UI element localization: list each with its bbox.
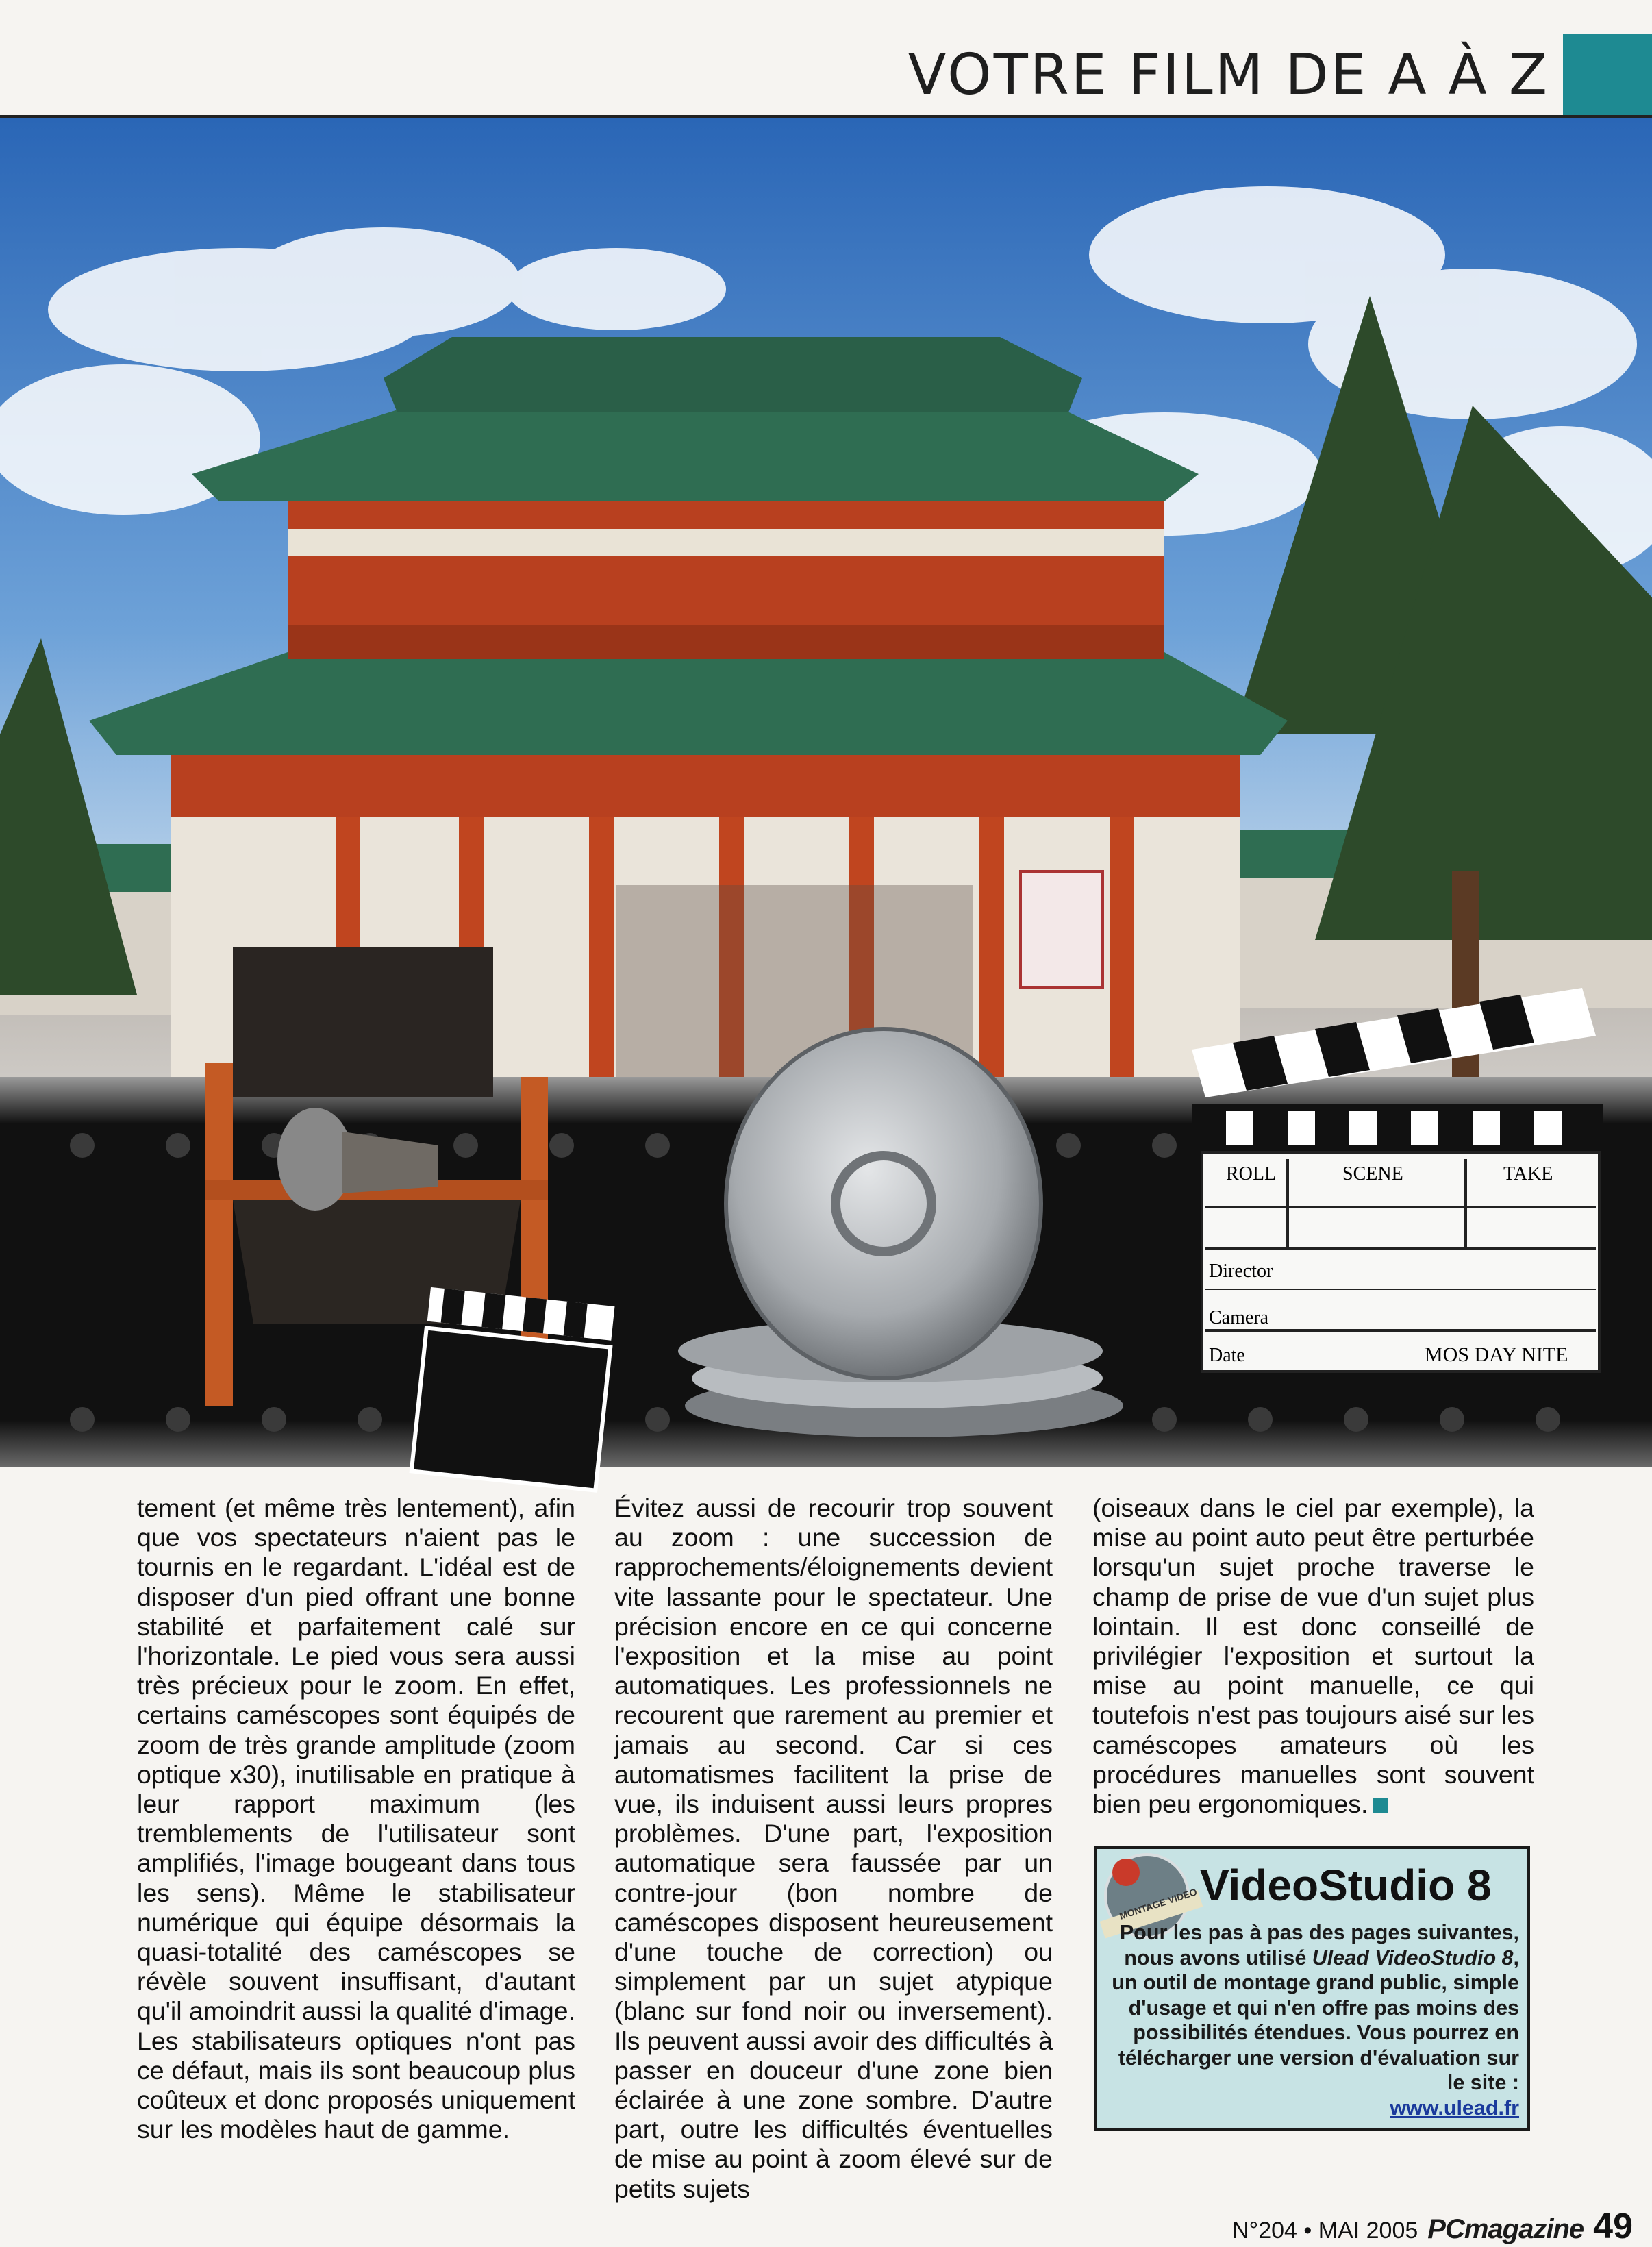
clapper-roll-label: ROLL (1226, 1163, 1277, 1184)
column-3-text: (oiseaux dans le ciel par exemple), la mise au point auto peut être perturbée lorsqu'un sujet proche traverse le champ de prise de vue d'un sujet plus lointain. Il est donc conseillé de privilégier l'exposition et surtout la mise au point manuelle, ce qui toutefois n'est pas toujours aisé sur les caméscopes amateurs où les procédures manuelles sont souvent bien peu ergonomiques. (1092, 1493, 1535, 1819)
small-clapper (412, 1287, 615, 1491)
box-text (1111, 1920, 1519, 2120)
videostudio-sidebar-box (1094, 1846, 1530, 2131)
ulead-link[interactable]: www.ulead.fr (1390, 2096, 1519, 2120)
end-of-article-square (1373, 1798, 1388, 1813)
article-column-1 (137, 1493, 575, 2144)
article-column-3 (1092, 1493, 1534, 1819)
column-3-paragraph (1092, 1493, 1534, 1819)
hero-photo (0, 118, 1652, 1467)
article-column-2 (614, 1493, 1053, 2204)
clapper-director-label: Director (1209, 1261, 1273, 1282)
pc-magazine-logo (1427, 2206, 1584, 2247)
logo-red-dot (1112, 1859, 1140, 1886)
logo-text: MONTAGE VIDEO (1118, 1886, 1199, 1922)
brand-pc: PC (1427, 2214, 1464, 2244)
clapper-camera-label: Camera (1209, 1307, 1269, 1328)
clapper-mos-label: MOS DAY NITE (1425, 1343, 1568, 1366)
clapper-scene-label: SCENE (1342, 1163, 1403, 1184)
clapper-take-label: TAKE (1503, 1163, 1553, 1184)
column-2-text: Évitez aussi de recourir trop souvent au zoom : une succession de rapprochements/éloignements devient vite lassante pour le spectateur. Une précision encore en ce qui concerne l'exposition et la mise au point automatiques. Les professionnels ne recourent que rarement au premier et jamais au second. Car si ces automatismes facilitent la prise de vue, ils induisent aussi leurs propres problèmes. D'une part, l'exposition automatique sera faussée par un contre-jour (bon nombre de caméscopes disposent heureusement d'une touche de correction) ou simplement par un sujet atypique (blanc sur fond noir ou inversement). Ils peuvent aussi avoir des difficultés à passer en douceur d'une zone bien éclairée à une zone sombre. D'autre part, outre les difficultés éventuelles de mise au point à zoom élevé sur de petits sujets (614, 1493, 1053, 2203)
section-title: VOTRE FILM DE A À Z (908, 42, 1549, 108)
box-text-intro: Pour les pas à pas des pages suivantes, nous avons utilisé (1119, 1921, 1519, 1970)
box-product-name: Ulead VideoStudio 8 (1312, 1946, 1514, 1970)
temple-illustration (0, 118, 1652, 1467)
brand-magazine: magazine (1464, 2214, 1584, 2244)
box-text-body: , un outil de montage grand public, simple d'usage et qui n'en offre pas moins des possibilités étendues. Vous pourrez en télécharger une version d'évaluation sur le site : (1112, 1946, 1519, 2094)
section-color-tab (1563, 34, 1652, 115)
clapper-date-label: Date (1209, 1345, 1245, 1366)
issue-info: N°204 • MAI 2005 (1232, 2218, 1418, 2244)
column-1-text: tement (et même très lentement), afin que vos spectateurs n'aient pas le tournis en le regardant. L'idéal est de disposer d'un pied offrant une bonne stabilité et parfaitement calé sur l'horizontale. Le pied vous sera aussi très précieux pour le zoom. En effet, certains caméscopes sont équipés de zoom de très grande amplitude (zoom optique x30), inutilisable en pratique à leur rapport maximum (les tremblements de l'utilisateur sont amplifiés, l'image bougeant dans tous les sens). Même le stabilisateur numérique qui équipe désormais la quasi-totalité des caméscopes se révèle souvent insuffisant, d'autant qu'il amoindrit aussi la qualité d'image. Les stabilisateurs optiques n'ont pas ce défaut, mais ils sont beaucoup plus coûteux et donc proposés uniquement sur les modèles haut de gamme. (137, 1493, 575, 2144)
box-title: VideoStudio 8 (1200, 1861, 1492, 1910)
page-footer (1232, 2206, 1633, 2247)
page-number: 49 (1593, 2207, 1633, 2246)
